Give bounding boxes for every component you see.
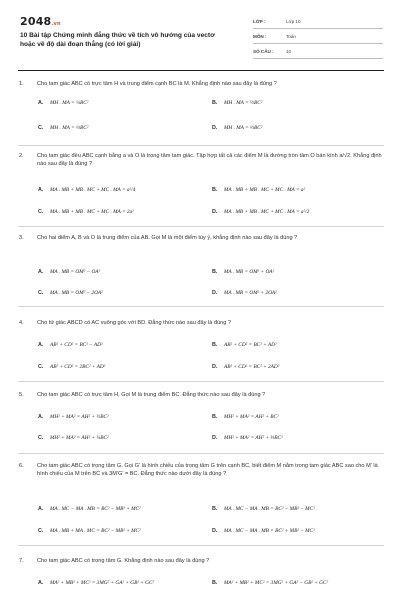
option-label: A. <box>38 414 44 420</box>
option-label: C. <box>38 290 44 296</box>
option-text: MH . MA = ⅓BC² <box>50 125 89 131</box>
option-d[interactable] <box>212 125 262 131</box>
option-c[interactable] <box>38 209 134 215</box>
option-text: MA . MB + MB . MC + MC . MA = a²/4 <box>50 187 136 193</box>
question-separator <box>18 545 384 546</box>
option-text: MH² + MA² = AH² + ¼BC² <box>50 435 109 441</box>
option-text: MH² + MA² = AH² + BC² <box>224 414 279 420</box>
option-a[interactable] <box>38 100 88 106</box>
option-c[interactable] <box>38 290 103 296</box>
question-text: Cho tam giác ABC có trực tâm H và trung điểm cạnh BC là M. Khẳng định nào sau đây là đúng ? <box>37 81 277 87</box>
question-text: Cho tam giác ABC có trọng tâm G. Khẳng định nào sau đây là đúng ? <box>37 558 210 564</box>
site-logo[interactable] <box>20 15 61 28</box>
question-number: 5. <box>19 392 24 398</box>
option-a[interactable] <box>38 580 154 586</box>
question-separator <box>18 381 384 382</box>
option-d[interactable] <box>212 364 279 370</box>
option-label: D. <box>212 290 218 296</box>
question-1 <box>19 80 386 131</box>
question-number: 4. <box>19 320 24 326</box>
page-title: 10 Bài tập Chứng minh đẳng thức về tích vô hướng của vectơ hoặc về độ dài đoạn thẳng (có lời giải) <box>20 32 215 48</box>
meta-row-subject <box>253 29 383 44</box>
option-text: MA . MC − MA . MB = BC² − MB² − MC² <box>224 506 315 512</box>
meta-row-class <box>253 14 383 29</box>
option-label: A. <box>38 100 44 106</box>
option-a[interactable] <box>38 414 109 420</box>
option-label: B. <box>212 580 218 586</box>
option-label: C. <box>38 364 44 370</box>
option-text: MH² + MA² = AH² + ½BC² <box>50 414 109 420</box>
option-label: C. <box>38 209 44 215</box>
question-number: 6. <box>19 463 24 469</box>
option-text: AB² + CD² = 2BC² + AD² <box>50 364 106 370</box>
option-text: MH . MA = ¼BC² <box>50 100 89 106</box>
question-5 <box>19 391 386 441</box>
meta-value: Toán <box>286 33 296 39</box>
question-number: 7. <box>19 558 24 564</box>
question-number: 2. <box>19 153 24 159</box>
question-separator <box>18 226 384 227</box>
question-separator <box>18 145 384 146</box>
question-separator <box>18 306 384 307</box>
meta-label: LỚP : <box>253 18 266 24</box>
question-text: Cho tam giác ABC có trực tâm H, Gọi M là trung điểm BC. Đẳng thức nào sau đây là đúng ? <box>37 392 266 398</box>
option-text: MA . MB = OM² + 2OA² <box>224 290 277 296</box>
option-a[interactable] <box>38 269 100 275</box>
option-label: C. <box>38 125 44 131</box>
option-text: MA . MB + MB . MC + MC . MA = 2a² <box>50 209 134 215</box>
option-text: MA . MB = OM² − 2OA² <box>50 290 103 296</box>
option-b[interactable] <box>212 269 274 275</box>
question-text: Cho tứ giác ABCD có AC vuông góc với BD. Đẳng thức nào sau đây là đúng ? <box>37 320 231 326</box>
option-d[interactable] <box>212 528 315 534</box>
option-b[interactable] <box>212 187 305 193</box>
meta-label: SỐ CÂU : <box>253 48 274 54</box>
option-b[interactable] <box>212 100 262 106</box>
option-label: B. <box>212 100 218 106</box>
option-text: AB² + CD² = BC² + 2AD² <box>224 364 280 370</box>
option-a[interactable] <box>38 187 135 193</box>
option-a[interactable] <box>38 342 103 348</box>
option-text: MA . MB = OM² + OA² <box>224 269 275 275</box>
meta-info-table <box>253 14 383 59</box>
meta-value: 10 <box>286 48 292 54</box>
question-separator <box>18 453 384 454</box>
option-c[interactable] <box>38 125 88 131</box>
option-b[interactable] <box>212 506 315 512</box>
option-label: D. <box>212 209 218 215</box>
option-text: MA . MB + MB . MC + MC . MA = a² <box>224 187 306 193</box>
option-label: A. <box>38 342 44 348</box>
option-label: A. <box>38 506 44 512</box>
question-2 <box>19 152 386 215</box>
option-text: MH . MA = ½BC² <box>224 100 263 106</box>
option-label: A. <box>38 269 44 275</box>
question-text: Cho tam giác đều ABC cạnh bằng a và O là trọng tâm tam giác. Tập hợp tất cả các điểm M là đường tròn tâm O bán kính a/√2. Khẳng định nào sau đây là đúng ? <box>37 153 382 168</box>
option-text: AB² + CD² = BC² + AD² <box>224 342 277 348</box>
option-text: MA . MC − MA . MB = BC² − MB² + MC² <box>50 506 141 512</box>
option-text: MA . MB = OM² − OA² <box>50 269 101 275</box>
header-divider <box>18 70 384 71</box>
option-d[interactable] <box>212 435 283 441</box>
option-b[interactable] <box>212 342 277 348</box>
option-c[interactable] <box>38 364 105 370</box>
question-number: 3. <box>19 235 24 241</box>
option-label: D. <box>212 435 218 441</box>
question-3 <box>19 234 386 296</box>
meta-label: MÔN : <box>253 33 267 39</box>
option-text: MA . MC − MA . MB = BC² + MB² − MC² <box>224 528 315 534</box>
option-label: A. <box>38 580 44 586</box>
option-c[interactable] <box>38 528 141 534</box>
option-label: B. <box>212 414 218 420</box>
option-label: C. <box>38 528 44 534</box>
option-text: MH² + MA² = AH² + ⅓BC² <box>224 435 283 441</box>
meta-row-question-count <box>253 44 383 59</box>
option-label: D. <box>212 364 218 370</box>
option-label: B. <box>212 187 218 193</box>
option-a[interactable] <box>38 506 141 512</box>
option-label: A. <box>38 187 44 193</box>
option-text: AB² + CD² = BC² − AD² <box>50 342 103 348</box>
meta-value: Lớp 10 <box>286 18 301 24</box>
question-6 <box>19 462 386 534</box>
option-label: B. <box>212 342 218 348</box>
option-d[interactable] <box>212 290 277 296</box>
logo-suffix: .vn <box>51 21 61 27</box>
option-text: MA² + MB² + MC² = 3MG² + GA² + GB² + GC² <box>50 580 155 586</box>
option-text: MA . MB + MA . MC = BC² − MB² + MC² <box>50 528 141 534</box>
question-text: Cho tam giác ABC có trọng tâm G. Gọi G' là hình chiếu của trọng tâm G trên cạnh BC, biết điểm M nằm trong tam giác ABC sao cho M' là hình chiếu của M trên BC và 3M'G' = BC. Đẳng thức nào dưới đây là đúng ? <box>37 463 378 478</box>
option-text: MA . MB + MB . MC + MC . MA = a²/2 <box>224 209 310 215</box>
logo-text: 2048 <box>20 15 52 28</box>
option-d[interactable] <box>212 209 309 215</box>
option-label: B. <box>212 506 218 512</box>
option-text: MA² + MB² + MC² = 3MG² + GA² − GB² + GC² <box>224 580 329 586</box>
option-b[interactable] <box>212 414 279 420</box>
question-number: 1. <box>19 81 24 87</box>
option-text: MH . MA = ⅓BC² <box>224 125 263 131</box>
option-label: D. <box>212 125 218 131</box>
question-7 <box>19 557 386 586</box>
option-label: D. <box>212 528 218 534</box>
question-4 <box>19 319 386 370</box>
option-label: C. <box>38 435 44 441</box>
option-label: B. <box>212 269 218 275</box>
question-text: Cho hai điểm A, B và O là trung điểm của AB. Gọi M là một điểm tùy ý, khẳng định nào sau đây là đúng ? <box>37 235 298 241</box>
option-b[interactable] <box>212 580 328 586</box>
option-c[interactable] <box>38 435 109 441</box>
